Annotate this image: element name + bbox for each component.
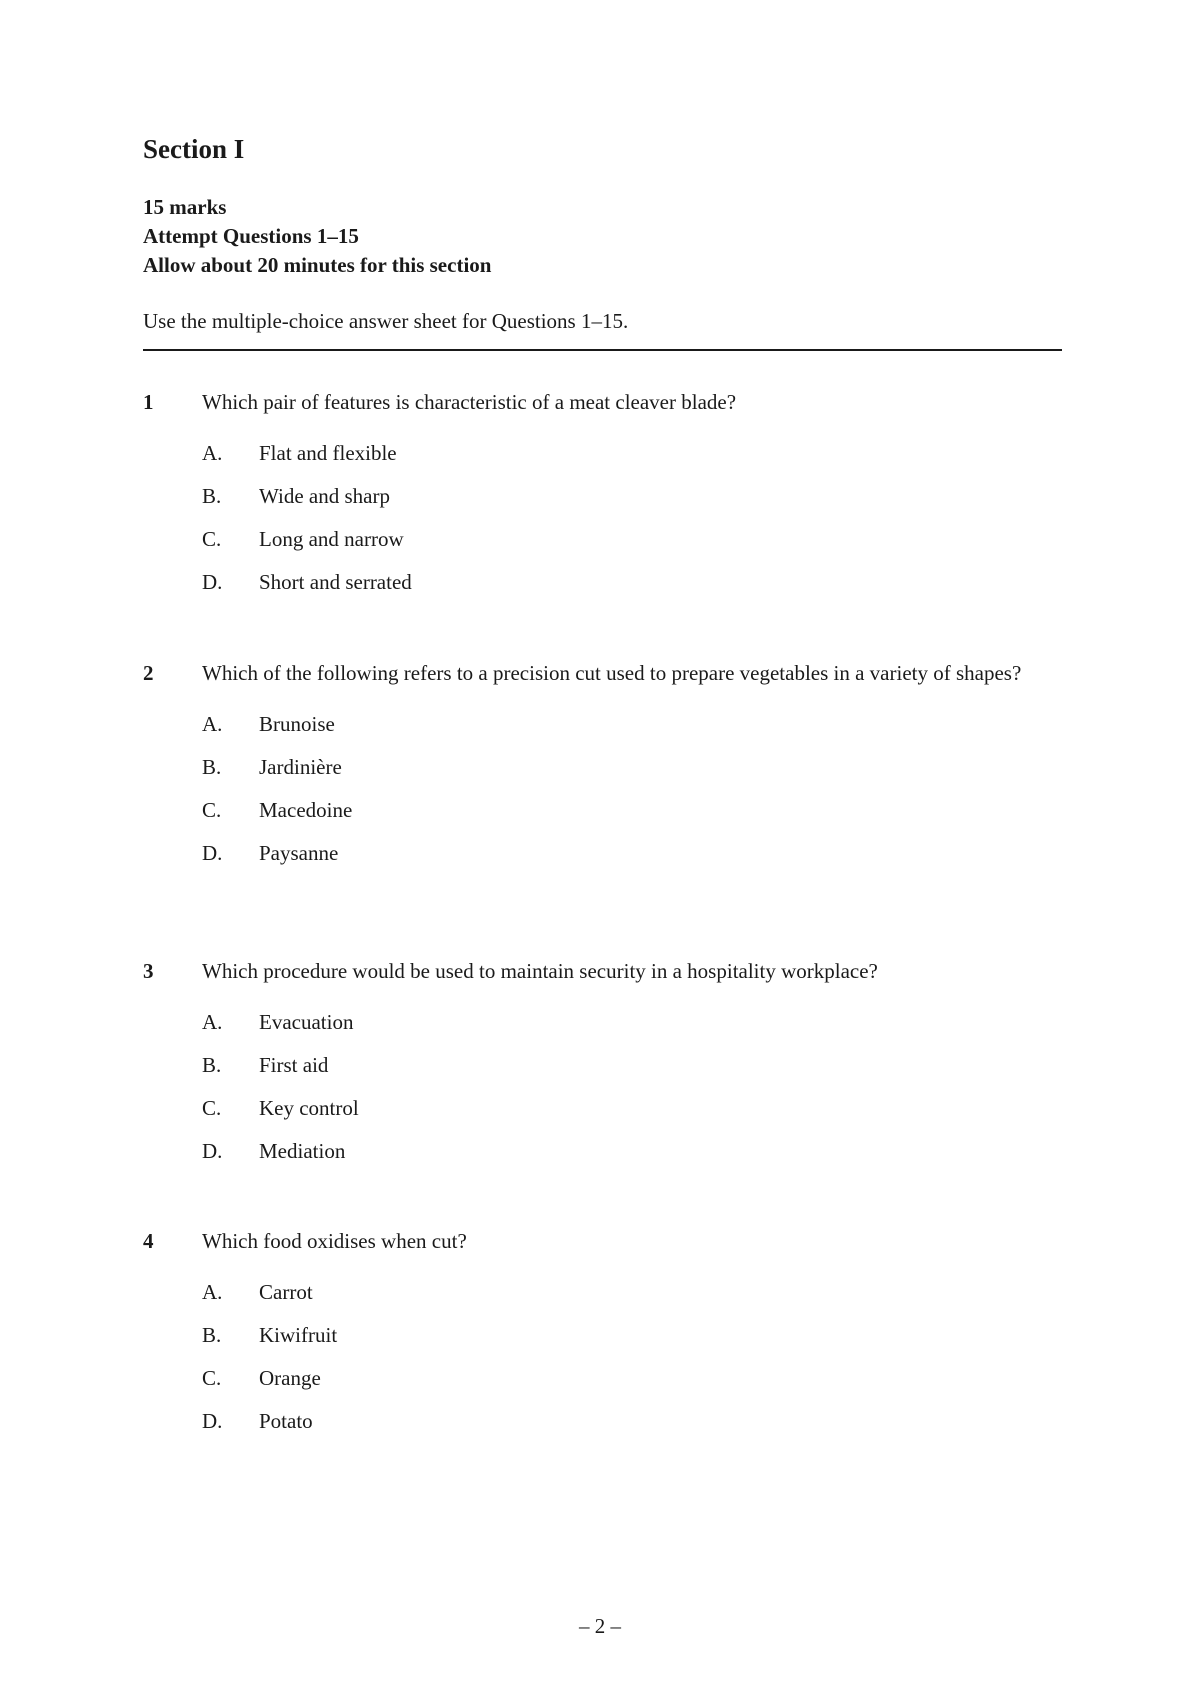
option-letter: C. (202, 1096, 222, 1120)
option-letter: D. (202, 1409, 223, 1433)
question-number: 2 (143, 661, 154, 685)
option-letter: B. (202, 1053, 222, 1077)
section-instruction: Use the multiple-choice answer sheet for Questions 1–15. (143, 309, 629, 333)
option-text: Mediation (259, 1139, 346, 1163)
option-text: Potato (259, 1409, 313, 1433)
option-text: Kiwifruit (259, 1323, 338, 1347)
option-text: Carrot (259, 1280, 313, 1304)
question-text: Which of the following refers to a precision cut used to prepare vegetables in a variety of shapes? (202, 661, 1022, 685)
question-text: Which food oxidises when cut? (202, 1229, 467, 1253)
option-letter: C. (202, 798, 222, 822)
option-letter: A. (202, 1280, 223, 1304)
option-a (202, 710, 1063, 753)
option-letter: C. (202, 527, 222, 551)
option-b (202, 753, 1063, 796)
option-letter: D. (202, 841, 223, 865)
section-title: Section I (143, 134, 245, 164)
option-text: Flat and flexible (259, 441, 397, 465)
option-text: Macedoine (259, 798, 353, 822)
option-letter: C. (202, 1366, 222, 1390)
option-a (202, 1278, 1063, 1321)
option-letter: D. (202, 1139, 223, 1163)
option-text: Wide and sharp (259, 484, 390, 508)
option-text: Evacuation (259, 1010, 354, 1034)
option-letter: D. (202, 570, 223, 594)
option-d (202, 839, 1063, 882)
option-a (202, 1008, 1063, 1051)
option-letter: A. (202, 712, 223, 736)
answer-options (202, 439, 1063, 611)
question-number: 4 (143, 1229, 154, 1253)
option-letter: A. (202, 441, 223, 465)
option-d (202, 1407, 1063, 1450)
option-text: Short and serrated (259, 570, 412, 594)
answer-options (202, 1278, 1063, 1450)
option-c (202, 1094, 1063, 1137)
option-letter: A. (202, 1010, 223, 1034)
option-letter: B. (202, 755, 222, 779)
question-text: Which procedure would be used to maintain security in a hospitality workplace? (202, 959, 878, 983)
question-text: Which pair of features is characteristic of a meat cleaver blade? (202, 390, 737, 414)
option-d (202, 1137, 1063, 1180)
section-marks: 15 marks (143, 195, 227, 219)
option-text: Key control (259, 1096, 359, 1120)
question-4 (143, 1227, 1063, 1450)
option-text: Jardinière (259, 755, 342, 779)
answer-options (202, 710, 1063, 882)
option-c (202, 1364, 1063, 1407)
section-meta (143, 193, 491, 280)
option-c (202, 525, 1063, 568)
question-number: 3 (143, 959, 154, 983)
option-text: Brunoise (259, 712, 335, 736)
option-text: Paysanne (259, 841, 339, 865)
option-c (202, 796, 1063, 839)
answer-options (202, 1008, 1063, 1180)
section-divider (143, 349, 1062, 351)
page-number: – 2 – (579, 1614, 621, 1638)
question-3 (143, 957, 1063, 1180)
option-b (202, 1051, 1063, 1094)
option-letter: B. (202, 484, 222, 508)
option-text: First aid (259, 1053, 329, 1077)
option-text: Orange (259, 1366, 321, 1390)
question-1 (143, 388, 1063, 611)
question-number: 1 (143, 390, 154, 414)
section-time: Allow about 20 minutes for this section (143, 253, 492, 277)
option-b (202, 1321, 1063, 1364)
section-attempt: Attempt Questions 1–15 (143, 224, 359, 248)
question-2 (143, 659, 1063, 882)
option-letter: B. (202, 1323, 222, 1347)
option-d (202, 568, 1063, 611)
option-a (202, 439, 1063, 482)
option-text: Long and narrow (259, 527, 404, 551)
option-b (202, 482, 1063, 525)
